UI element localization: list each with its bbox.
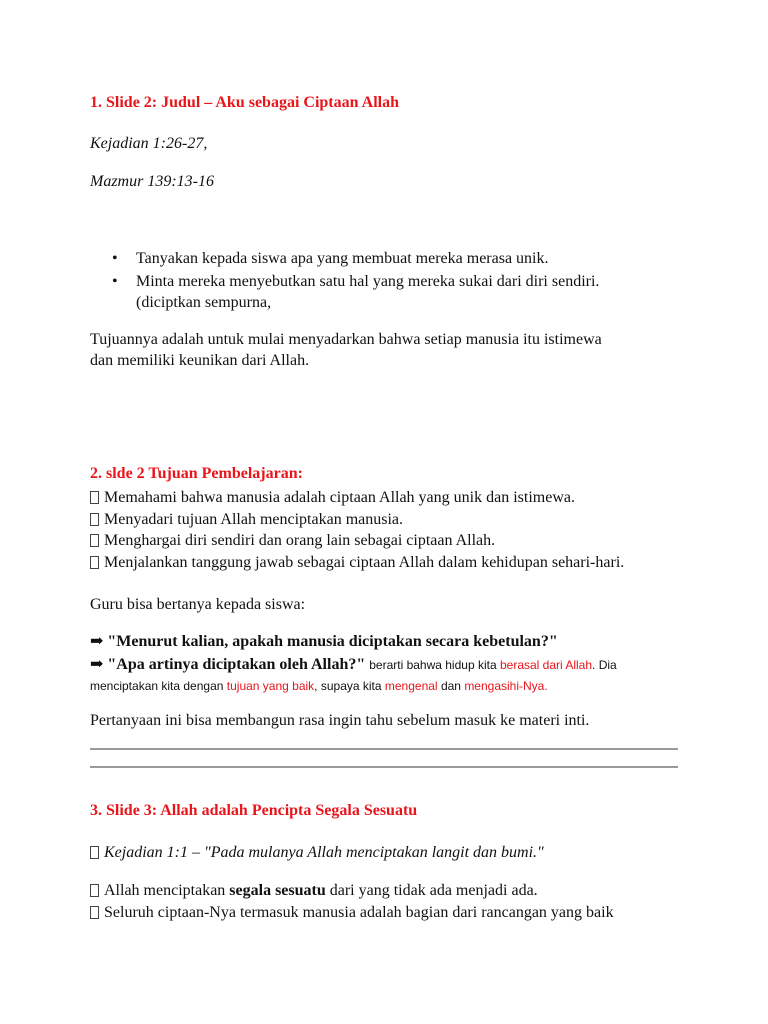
content-line: Seluruh ciptaan-Nya termasuk manusia adalah bagian dari rancangan yang baik <box>90 902 614 924</box>
section2-heading: 2. slde 2 Tujuan Pembelajaran: <box>90 465 303 482</box>
objective-item: Menjalankan tanggung jawab sebagai ciptaan Allah dalam kehidupan sehari-hari. <box>90 552 624 574</box>
divider <box>90 748 678 750</box>
objective-item: Menyadari tujuan Allah menciptakan manusia. <box>90 509 403 531</box>
bullet-icon: • <box>112 250 118 267</box>
answer-note: menciptakan kita dengan tujuan yang baik, supaya kita mengenal dan mengasihi-Nya. <box>90 679 548 693</box>
checkbox-placeholder-icon <box>90 513 99 526</box>
checkbox-placeholder-icon <box>90 884 99 897</box>
scripture-ref-1: Kejadian 1:26-27, <box>90 135 208 152</box>
closing-paragraph: Pertanyaan ini bisa membangun rasa ingin tahu sebelum masuk ke materi inti. <box>90 712 590 729</box>
arrow-right-icon: ➡ <box>90 633 104 650</box>
arrow-right-icon: ➡ <box>90 656 104 673</box>
divider <box>90 766 678 768</box>
question-2: ➡ "Apa artinya diciptakan oleh Allah?" berarti bahwa hidup kita berasal dari Allah. Dia <box>90 656 617 673</box>
bullet-icon: • <box>112 273 118 290</box>
paragraph-line: Tujuannya adalah untuk mulai menyadarkan bahwa setiap manusia itu istimewa <box>90 331 602 348</box>
checkbox-placeholder-icon <box>90 491 99 504</box>
objective-item: Menghargai diri sendiri dan orang lain sebagai ciptaan Allah. <box>90 530 495 552</box>
paragraph-line: dan memiliki keunikan dari Allah. <box>90 352 310 369</box>
teacher-prompt: Guru bisa bertanya kepada siswa: <box>90 596 306 613</box>
checkbox-placeholder-icon <box>90 846 99 859</box>
objective-item: Memahami bahwa manusia adalah ciptaan Allah yang unik dan istimewa. <box>90 487 575 509</box>
checkbox-placeholder-icon <box>90 906 99 919</box>
checkbox-placeholder-icon <box>90 534 99 547</box>
section1-heading: 1. Slide 2: Judul – Aku sebagai Ciptaan Allah <box>90 94 399 111</box>
scripture-ref-2: Mazmur 139:13-16 <box>90 173 214 190</box>
checkbox-placeholder-icon <box>90 556 99 569</box>
content-line: Allah menciptakan segala sesuatu dari yang tidak ada menjadi ada. <box>90 880 538 902</box>
question-1: ➡ "Menurut kalian, apakah manusia diciptakan secara kebetulan?" <box>90 633 558 650</box>
section3-heading: 3. Slide 3: Allah adalah Pencipta Segala Sesuatu <box>90 802 418 819</box>
verse-line: Kejadian 1:1 – "Pada mulanya Allah menciptakan langit dan bumi." <box>90 842 544 864</box>
